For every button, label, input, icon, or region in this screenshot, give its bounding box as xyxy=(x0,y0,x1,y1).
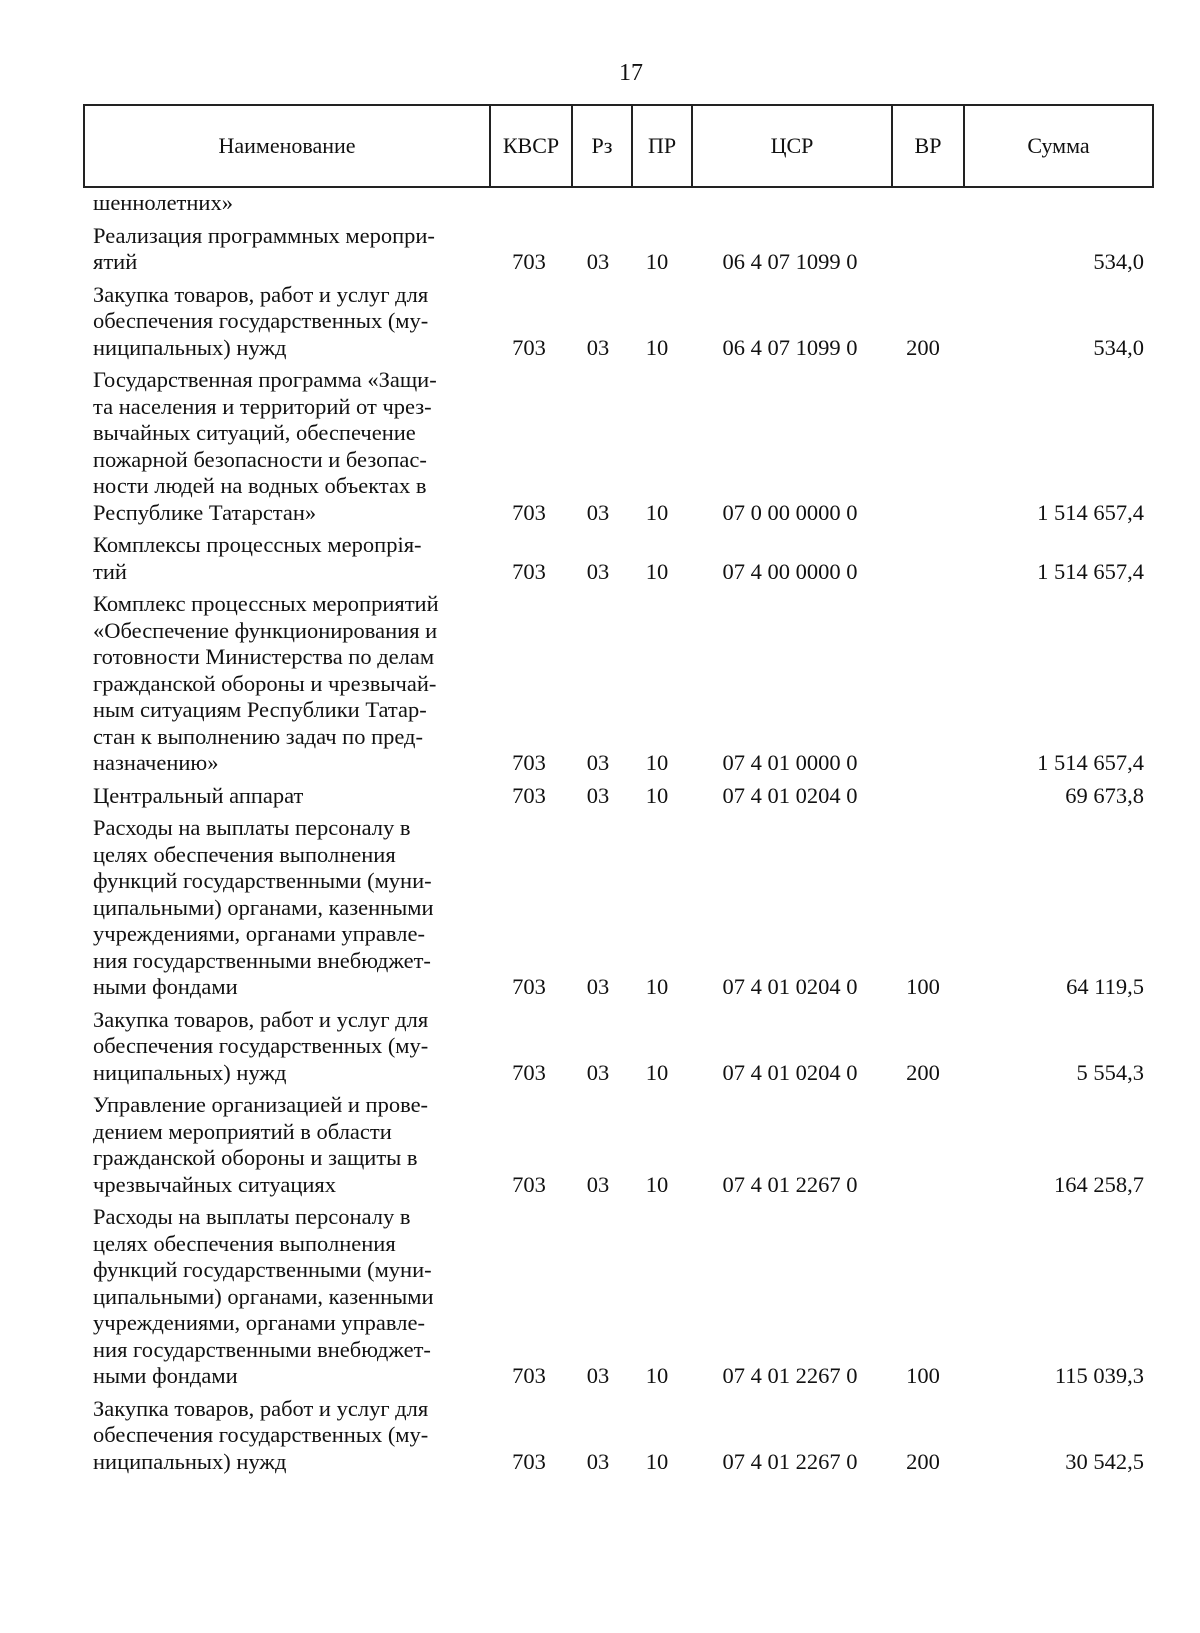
row-rz: 03 xyxy=(586,558,610,584)
row-pr: 10 xyxy=(645,249,669,274)
table-row xyxy=(83,282,1154,362)
row-sum: 534,0 xyxy=(1093,334,1144,360)
row-sum: 115 039,3 xyxy=(1054,1363,1144,1388)
page-number: 17 xyxy=(619,60,643,86)
row-vr: 200 xyxy=(906,334,940,360)
row-sum: 534,0 xyxy=(1093,249,1144,274)
row-rz: 03 xyxy=(586,499,610,525)
row-pr: 10 xyxy=(645,974,669,999)
row-kvsr: 703 xyxy=(512,1059,546,1085)
row-csr: 07 4 01 0000 0 xyxy=(722,750,858,775)
row-csr: 07 4 01 0204 0 xyxy=(722,974,858,999)
row-csr: 07 4 00 0000 0 xyxy=(722,558,858,584)
row-kvsr: 703 xyxy=(512,249,546,274)
row-pr: 10 xyxy=(645,499,669,525)
row-name: Центральный аппарат xyxy=(93,782,304,808)
row-name: Комплексы процессных меропрія- тий xyxy=(93,532,422,584)
header-pr: ПР xyxy=(633,106,693,186)
row-sum: 64 119,5 xyxy=(1066,974,1144,999)
row-sum: 164 258,7 xyxy=(1054,1171,1144,1197)
row-name: Комплекс процессных мероприятий «Обеспечение функционирования и готовности Министерства по делам гражданской обороны и чрезвычай- ным ситуациям Республики Татар- стан к выполнению задач по пред- назначению» xyxy=(93,591,439,775)
table-row xyxy=(83,367,1154,526)
row-sum: 5 554,3 xyxy=(1076,1059,1144,1085)
header-csr: ЦСР xyxy=(693,106,893,186)
row-name: Расходы на выплаты персоналу в целях обеспечения выполнения функций государственными (муни- ципальными) органами, казенными учреждениями, органами управле- ния государственными внебюджет- ными фондами xyxy=(93,1204,434,1388)
table-row xyxy=(83,591,1154,777)
row-name: Управление организацией и прове- дением мероприятий в области гражданской обороны и защиты в чрезвычайных ситуациях xyxy=(93,1092,429,1197)
row-kvsr: 703 xyxy=(512,499,546,525)
row-name: Закупка товаров, работ и услуг для обеспечения государственных (му- ниципальных) нужд xyxy=(93,1006,429,1085)
row-rz: 03 xyxy=(586,334,610,360)
table-row xyxy=(83,190,1154,217)
table-row xyxy=(83,532,1154,585)
table-row xyxy=(83,1007,1154,1087)
row-vr: 200 xyxy=(906,1448,940,1474)
row-kvsr: 703 xyxy=(512,1171,546,1197)
row-csr: 06 4 07 1099 0 xyxy=(722,334,858,360)
table-body xyxy=(83,190,1154,1475)
row-kvsr: 703 xyxy=(512,1363,546,1388)
row-rz: 03 xyxy=(586,1363,610,1388)
table-row xyxy=(83,1204,1154,1390)
table-row xyxy=(83,1396,1154,1476)
row-name: шеннолетних» xyxy=(93,190,233,215)
table-header xyxy=(83,104,1154,188)
row-pr: 10 xyxy=(645,1171,669,1197)
table-row xyxy=(83,1092,1154,1198)
row-name: Реализация программных меропри- ятий xyxy=(93,222,435,274)
row-vr: 100 xyxy=(906,1363,940,1388)
header-sum: Сумма xyxy=(1027,133,1090,158)
row-rz: 03 xyxy=(586,974,610,999)
row-name: Расходы на выплаты персоналу в целях обеспечения выполнения функций государственными (муни- ципальными) органами, казенными учреждениями, органами управле- ния государственными внебюджет- ными фондами xyxy=(93,815,434,999)
row-kvsr: 703 xyxy=(512,334,546,360)
row-kvsr: 703 xyxy=(512,782,546,808)
row-sum: 1 514 657,4 xyxy=(1037,558,1144,584)
header-kvsr: КВСР xyxy=(491,106,573,186)
row-rz: 03 xyxy=(586,1171,610,1197)
row-vr: 100 xyxy=(906,974,940,999)
row-rz: 03 xyxy=(586,249,610,274)
row-csr: 06 4 07 1099 0 xyxy=(722,249,858,274)
row-kvsr: 703 xyxy=(512,750,546,775)
row-pr: 10 xyxy=(645,1363,669,1388)
header-vr: ВР xyxy=(893,106,965,186)
header-name: Наименование xyxy=(85,106,491,186)
row-sum: 1 514 657,4 xyxy=(1037,499,1144,525)
row-kvsr: 703 xyxy=(512,558,546,584)
row-kvsr: 703 xyxy=(512,1448,546,1474)
row-csr: 07 4 01 2267 0 xyxy=(722,1448,858,1474)
row-pr: 10 xyxy=(645,558,669,584)
table-row xyxy=(83,783,1154,810)
row-csr: 07 4 01 2267 0 xyxy=(722,1363,858,1388)
row-kvsr: 703 xyxy=(512,974,546,999)
row-pr: 10 xyxy=(645,1059,669,1085)
row-sum: 1 514 657,4 xyxy=(1037,750,1144,775)
row-rz: 03 xyxy=(586,1059,610,1085)
row-csr: 07 4 01 0204 0 xyxy=(722,1059,858,1085)
row-name: Государственная программа «Защи- та населения и территорий от чрез- вычайных ситуаций, обеспечение пожарной безопасности и безопас- ности людей на водных объектах в Республике Татарстан» xyxy=(93,367,437,525)
row-rz: 03 xyxy=(586,750,610,775)
row-pr: 10 xyxy=(645,334,669,360)
row-name: Закупка товаров, работ и услуг для обеспечения государственных (му- ниципальных) нужд xyxy=(93,1395,429,1474)
row-sum: 69 673,8 xyxy=(1065,782,1144,808)
row-vr: 200 xyxy=(906,1059,940,1085)
row-pr: 10 xyxy=(645,1448,669,1474)
row-csr: 07 4 01 2267 0 xyxy=(722,1171,858,1197)
row-sum: 30 542,5 xyxy=(1065,1448,1144,1474)
row-pr: 10 xyxy=(645,782,669,808)
table-row xyxy=(83,223,1154,276)
header-rz: Рз xyxy=(573,106,633,186)
row-rz: 03 xyxy=(586,782,610,808)
row-csr: 07 4 01 0204 0 xyxy=(722,782,858,808)
row-pr: 10 xyxy=(645,750,669,775)
row-csr: 07 0 00 0000 0 xyxy=(722,499,858,525)
row-rz: 03 xyxy=(586,1448,610,1474)
row-name: Закупка товаров, работ и услуг для обеспечения государственных (му- ниципальных) нужд xyxy=(93,281,429,360)
table-row xyxy=(83,815,1154,1001)
